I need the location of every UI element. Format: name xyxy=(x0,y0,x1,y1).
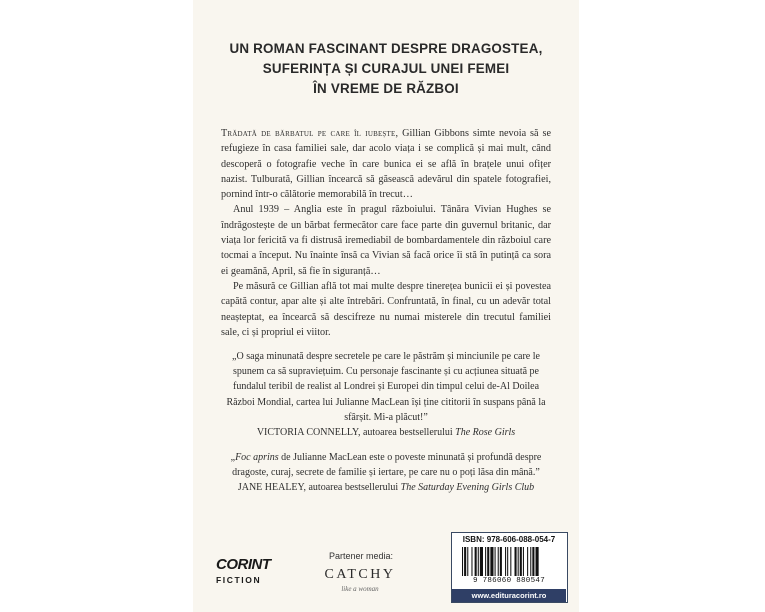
barcode-icon xyxy=(462,547,558,576)
blurb-paragraph-2: Anul 1939 – Anglia este în pragul războiului. Tânăra Vivian Hughes se îndrăgostește de un bărbat fermecător care face parte din guvernul britanic, dar viața lor fericită va fi distrusă iremediabil de bombardamentele din războiul care tocmai a început. Nu înainte însă ca Vivian să facă orice îi stă în putință ca sora ei geamănă, April, să fie în siguranță… xyxy=(221,204,551,277)
review-quote-1 xyxy=(221,349,551,440)
quote-2-book-title: The Saturday Evening Girls Club xyxy=(400,482,535,494)
back-cover xyxy=(193,0,579,612)
blurb-lead-in: Trădată de bărbatul pe care îl iubește, xyxy=(221,128,399,139)
quote-2-author: JANE HEALEY, autoarea bestsellerului xyxy=(237,482,401,494)
cover-footer xyxy=(193,525,579,612)
quote-2-text xyxy=(221,450,551,480)
quote-1-book-title: The Rose Girls xyxy=(455,427,516,439)
catchy-tagline: like a woman xyxy=(341,585,379,593)
publisher-brand: CORINT xyxy=(216,556,271,573)
quote-1-attribution xyxy=(221,425,551,440)
blurb-paragraph-1-text: Gillian Gibbons simte nevoia să se refugieze în casa familiei sale, dar acolo viața i se complică și mai mult, când descoperă o fotografie veche în care bunica ei se află în brațele unui ofițer nazist. Tulburată, Gillian încearcă să găsească adevărul din spatele fotografiei, pornind într-o călătorie memorabilă în trecut… xyxy=(221,128,551,201)
quote-1-text: „O saga minunată despre secretele pe care le păstrăm și minciunile pe care le spunem ca să supraviețuim. Cu personaje fascinante și cu acțiunea situată pe fundalul teribil de realist al Londrei și Europei din timpul celui de-Al Doilea Război Mondial, cartea lui Julianne MacLean își ține cititorii în suspans până la sfârșit. Mi-a plăcut!” xyxy=(226,351,546,423)
headline-line-3: ÎN VREME DE RĂZBOI xyxy=(313,81,459,96)
blurb-paragraph-3: Pe măsură ce Gillian află tot mai multe despre tinerețea bunicii ei și povestea capătă contur, apar alte și alte întrebări. Confruntată, în final, cu un adevăr total neașteptat, ea încearcă să descifreze nu numai misterele din trecutul familiei sale, ci și propriul ei viitor. xyxy=(221,280,551,338)
book-blurb xyxy=(221,126,551,340)
isbn-barcode-box xyxy=(451,532,568,603)
review-quote-2 xyxy=(221,450,551,496)
media-partner-label: Partener media: xyxy=(328,551,394,561)
quote-2-open-mark: „ xyxy=(230,452,236,463)
headline-line-2: SUFERINȚA ȘI CURAJUL UNEI FEMEI xyxy=(262,61,510,76)
headline-line-1: UN ROMAN FASCINANT DESPRE DRAGOSTEA, xyxy=(229,41,543,56)
quote-1-author: VICTORIA CONNELLY, autoarea bestsellerului xyxy=(256,427,456,439)
publisher-url: www.edituracorint.ro xyxy=(452,589,566,602)
cover-headline xyxy=(193,39,579,99)
isbn-number: ISBN: 978-606-088-054-7 xyxy=(462,535,556,544)
catchy-logo: CATCHY xyxy=(324,567,396,582)
blurb-paragraph-1 xyxy=(221,126,551,202)
corint-fiction-logo xyxy=(216,557,276,586)
publisher-imprint: FICTION xyxy=(216,575,262,585)
barcode-digits: 9 786060 880547 xyxy=(472,577,545,585)
quote-2-attribution xyxy=(221,480,551,495)
quote-2-body: de Julianne MacLean este o poveste minunată și profundă despre dragoste, curaj, secrete de familie și iertare, pe care nu o poți lăsa din mână.” xyxy=(232,452,542,479)
quote-2-book-name: Foc aprins xyxy=(235,452,279,463)
